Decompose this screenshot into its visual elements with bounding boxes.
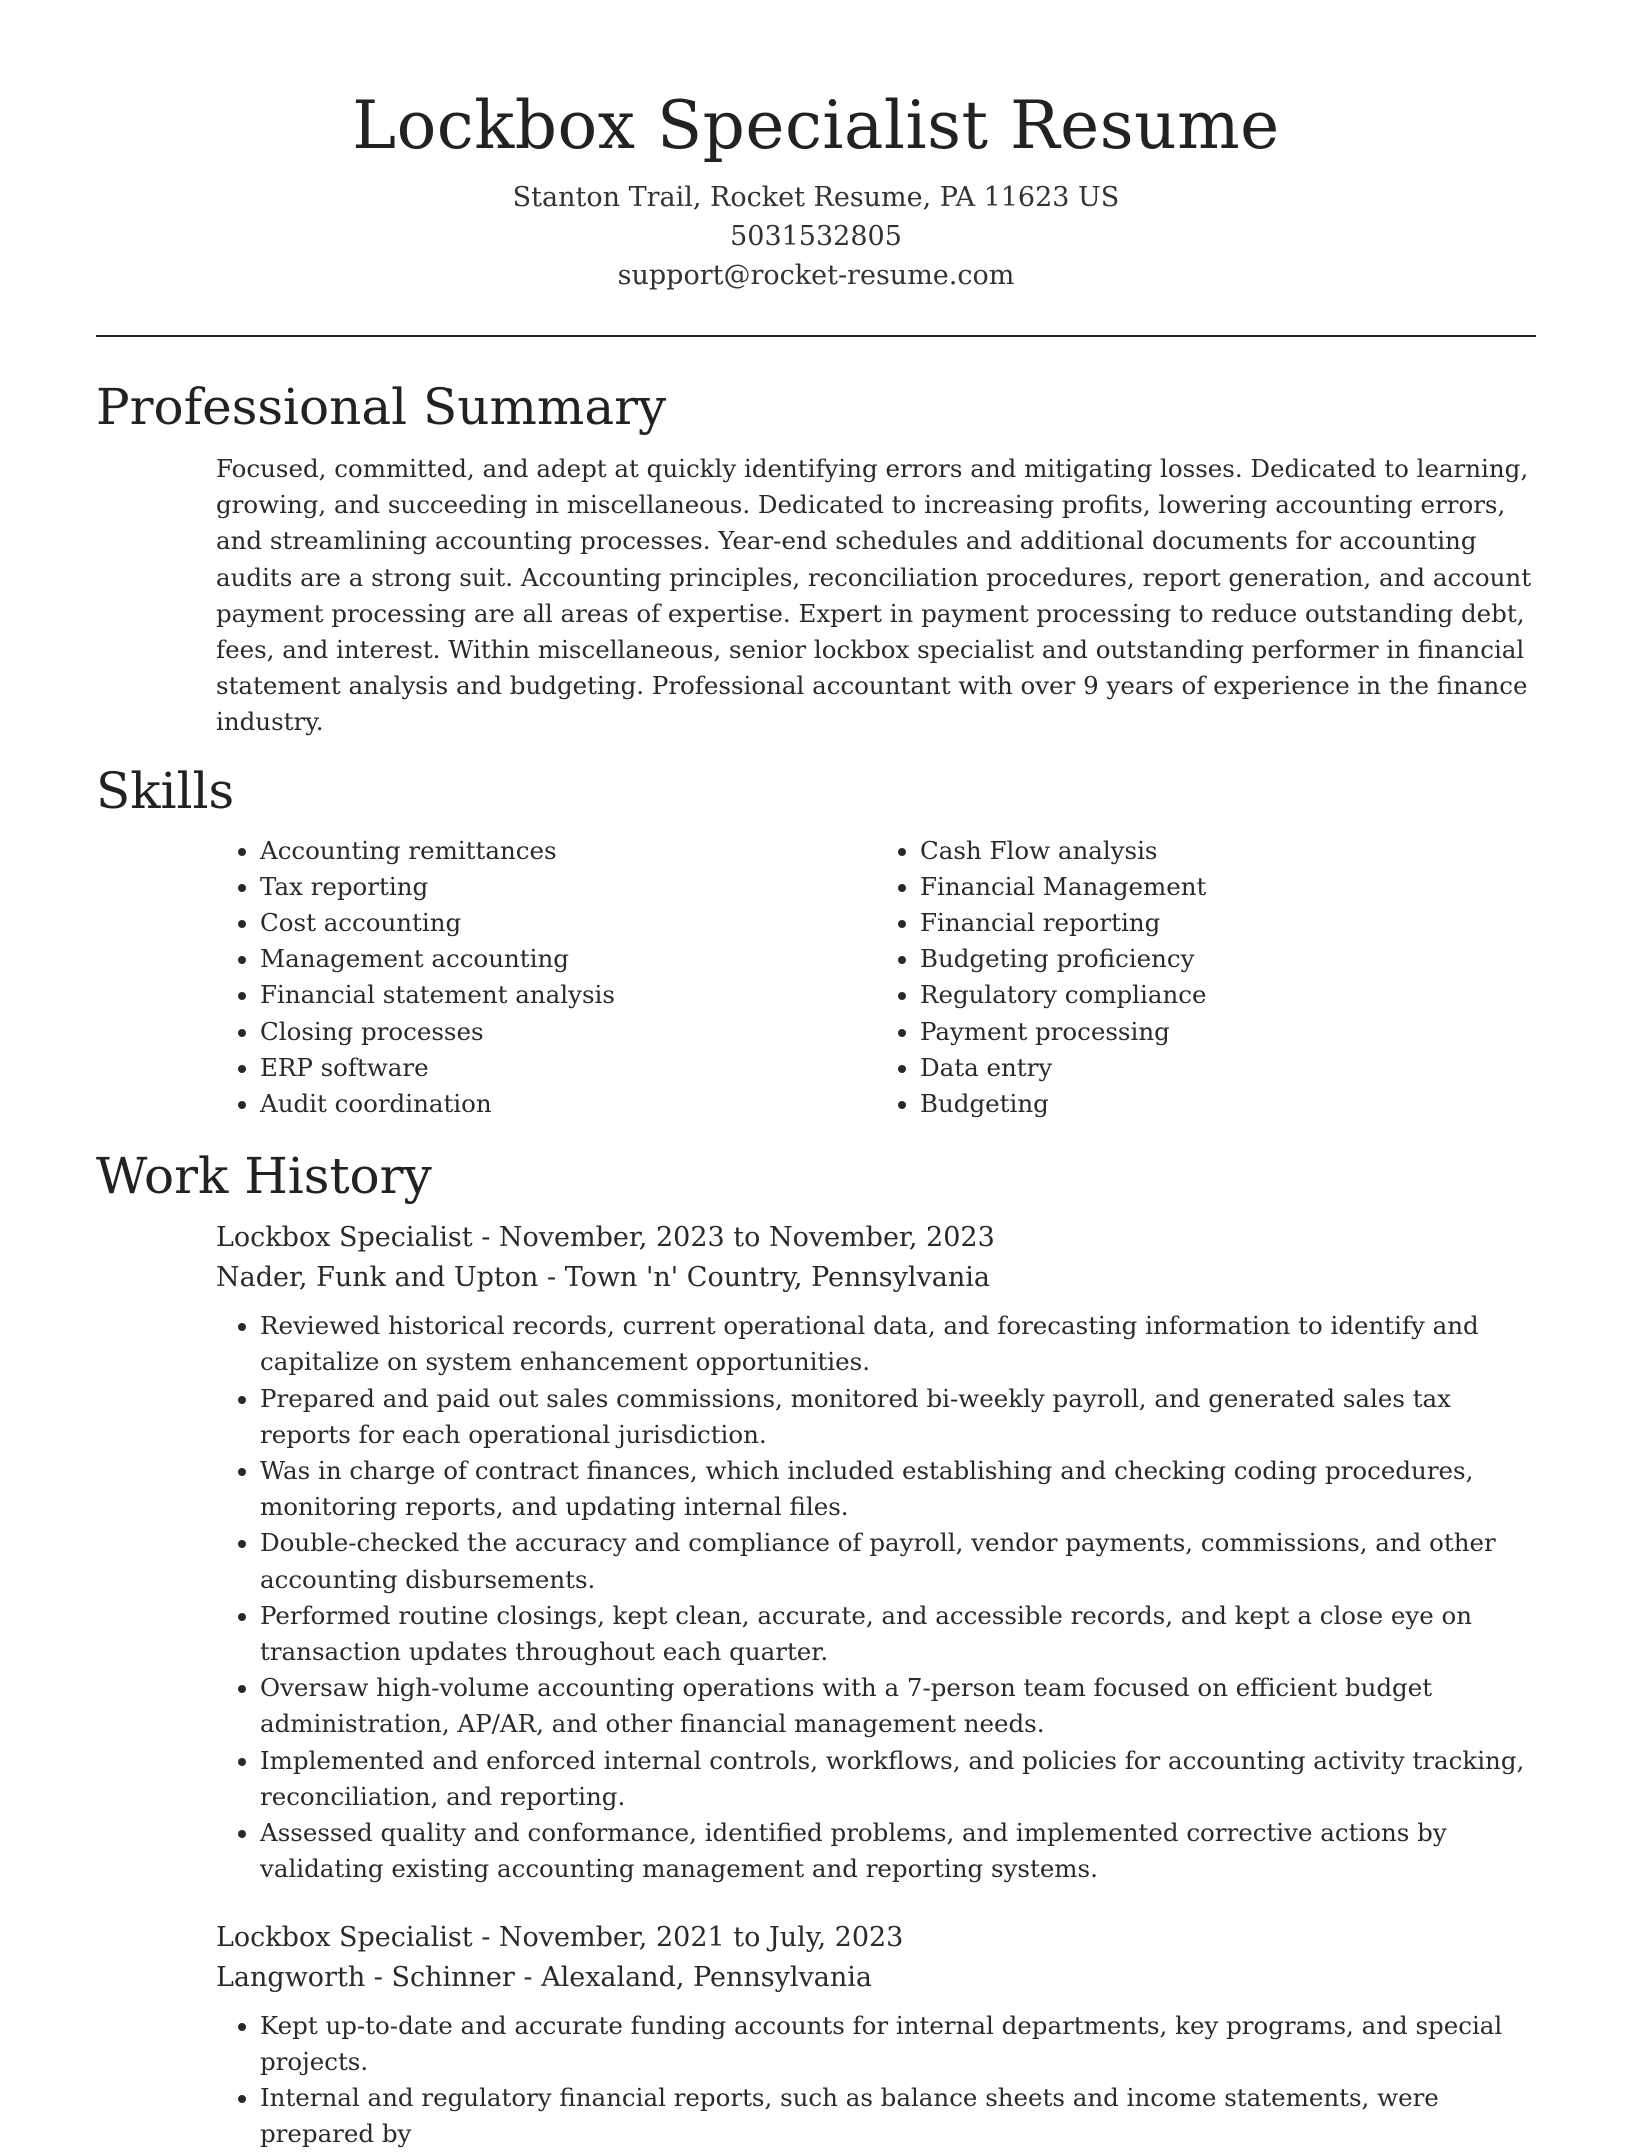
skills-heading: Skills	[96, 759, 1536, 823]
skills-list	[216, 833, 1536, 1123]
job-duty-item: • Oversaw high-volume accounting operations with a 7-person team focused on efficient budget administration, AP/AR, and other financial management needs.	[260, 1670, 1536, 1742]
address-text: Stanton Trail, Rocket Resume, PA 11623 US	[96, 178, 1536, 217]
skill-item: • ERP software	[260, 1050, 876, 1086]
skill-item: • Budgeting proficiency	[920, 941, 1536, 977]
skill-item: • Financial Management	[920, 869, 1536, 905]
job-duty-item: • Was in charge of contract finances, which included establishing and checking coding procedures, monitoring reports, and updating internal files.	[260, 1453, 1536, 1525]
job-title-line: Lockbox Specialist - November, 2023 to November, 2023	[216, 1218, 1536, 1258]
skill-item: • Audit coordination	[260, 1086, 876, 1122]
skill-item: • Financial reporting	[920, 905, 1536, 941]
job-duty-item: • Assessed quality and conformance, identified problems, and implemented corrective actions by validating existing accounting management and reporting systems.	[260, 1815, 1536, 1887]
contact-info	[96, 178, 1536, 295]
job-duties-list	[216, 2008, 1536, 2152]
job-duty-item: • Implemented and enforced internal controls, workflows, and policies for accounting activity tracking, reconciliation, and reporting.	[260, 1743, 1536, 1815]
summary-heading: Professional Summary	[96, 375, 1536, 439]
job-duty-item: • Double-checked the accuracy and compliance of payroll, vendor payments, commissions, and other accounting disbursements.	[260, 1525, 1536, 1597]
phone-text: 5031532805	[96, 217, 1536, 256]
job-duty-item: • Kept up-to-date and accurate funding accounts for internal departments, key programs, and special projects.	[260, 2008, 1536, 2080]
skill-item: • Budgeting	[920, 1086, 1536, 1122]
skills-column-right	[876, 833, 1536, 1123]
header-divider	[96, 335, 1536, 337]
skill-item: • Tax reporting	[260, 869, 876, 905]
email-text: support@rocket-resume.com	[96, 256, 1536, 295]
skill-item: • Financial statement analysis	[260, 977, 876, 1013]
job-company-line: Nader, Funk and Upton - Town 'n' Country, Pennsylvania	[216, 1258, 1536, 1298]
resume-page	[96, 0, 1536, 2152]
job-entry	[216, 1218, 1536, 1887]
job-duty-item: • Reviewed historical records, current operational data, and forecasting information to identify and capitalize on system enhancement opportunities.	[260, 1308, 1536, 1380]
skill-item: • Cash Flow analysis	[920, 833, 1536, 869]
resume-title: Lockbox Specialist Resume	[96, 84, 1536, 168]
work-history-heading: Work History	[96, 1144, 1536, 1208]
job-duty-item: • Internal and regulatory financial reports, such as balance sheets and income statements, were prepared by	[260, 2080, 1536, 2152]
skill-item: • Payment processing	[920, 1014, 1536, 1050]
skill-item: • Management accounting	[260, 941, 876, 977]
resume-header	[96, 0, 1536, 295]
skill-item: • Data entry	[920, 1050, 1536, 1086]
job-company-line: Langworth - Schinner - Alexaland, Pennsylvania	[216, 1958, 1536, 1998]
skill-item: • Closing processes	[260, 1014, 876, 1050]
job-duty-item: • Performed routine closings, kept clean, accurate, and accessible records, and kept a close eye on transaction updates throughout each quarter.	[260, 1598, 1536, 1670]
job-entry	[216, 1918, 1536, 2152]
skill-item: • Regulatory compliance	[920, 977, 1536, 1013]
summary-paragraph: Focused, committed, and adept at quickly identifying errors and mitigating losses. Dedicated to learning, growing, and succeeding in miscellaneous. Dedicated to increasing profits, lowering accounting errors, and streamlining accounting processes. Year-end schedules and additional documents for accounting audits are a strong suit. Accounting principles, reconciliation procedures, report generation, and account payment processing are all areas of expertise. Expert in payment processing to reduce outstanding debt, fees, and interest. Within miscellaneous, senior lockbox specialist and outstanding performer in financial statement analysis and budgeting. Professional accountant with over 9 years of experience in the finance industry.	[216, 451, 1536, 741]
skills-column-left	[216, 833, 876, 1123]
skill-item: • Cost accounting	[260, 905, 876, 941]
skill-item: • Accounting remittances	[260, 833, 876, 869]
job-title-line: Lockbox Specialist - November, 2021 to July, 2023	[216, 1918, 1536, 1958]
job-duties-list	[216, 1308, 1536, 1887]
job-duty-item: • Prepared and paid out sales commissions, monitored bi-weekly payroll, and generated sales tax reports for each operational jurisdiction.	[260, 1381, 1536, 1453]
